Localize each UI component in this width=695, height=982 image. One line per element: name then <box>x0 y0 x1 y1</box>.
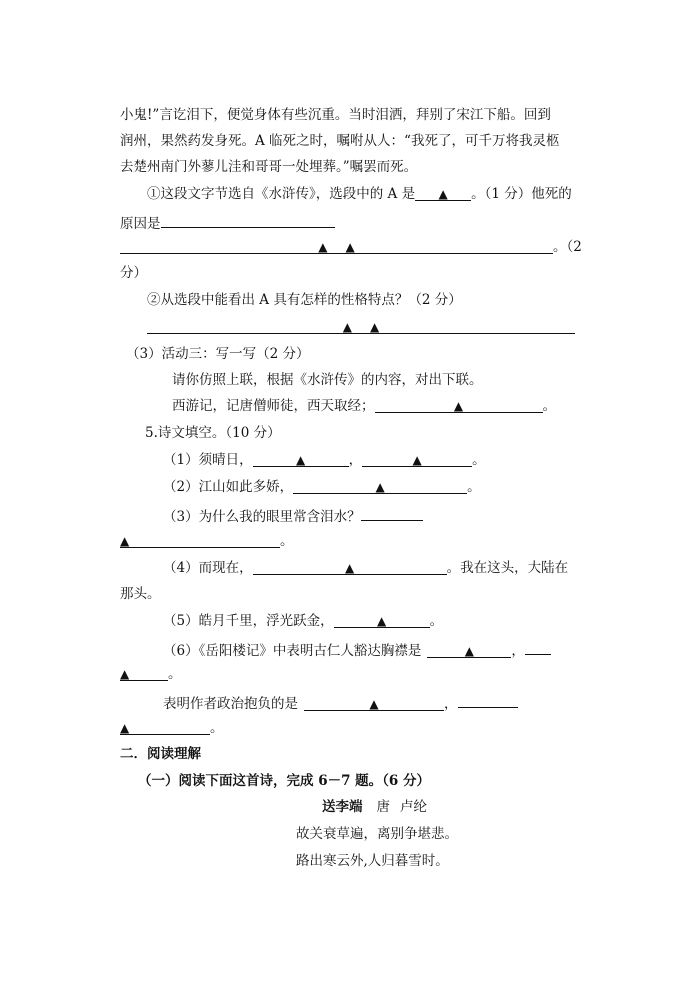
answer-blank[interactable] <box>334 612 430 628</box>
answer-blank[interactable] <box>120 719 210 735</box>
question-5-item-6-line: ▲ 。 <box>120 666 182 682</box>
question-1-long-line: ▲ ▲ 。（2 <box>120 238 582 256</box>
question-5-item-5: （5）皓月千里，浮光跃金， ▲ 。 <box>163 613 444 629</box>
answer-blank[interactable] <box>362 451 472 467</box>
answer-blank[interactable] <box>147 318 575 334</box>
triangle-marker-icon: ▲ <box>344 561 355 575</box>
triangle-marker-icon: ▲ <box>120 667 130 681</box>
triangle-marker-icon: ▲ <box>370 320 380 334</box>
triangle-marker-icon: ▲ <box>295 453 306 467</box>
activity-3-title: （3）活动三：写一写（2 分） <box>126 346 310 362</box>
triangle-marker-icon: ▲ <box>453 399 464 413</box>
triangle-marker-icon: ▲ <box>464 644 474 658</box>
question-1: ①这段文字节选自《水浒传》，选段中的 A 是 ▲ 。（1 分）他死的 <box>147 186 572 202</box>
section-2-subtitle: （一）阅读下面这首诗，完成 6－7 题。（6 分） <box>138 773 431 789</box>
question-5-item-4-end: 那头。 <box>120 586 161 602</box>
question-5-item-1: （1）须晴日， ▲ ， ▲ 。 <box>163 452 486 468</box>
passage-line-3: 去楚州南门外蓼儿洼和哥哥一处埋葬。”嘱罢而死。 <box>120 159 418 175</box>
answer-blank[interactable] <box>253 451 349 467</box>
triangle-marker-icon: ▲ <box>120 721 130 735</box>
answer-blank[interactable] <box>120 665 168 681</box>
poem-heading <box>322 798 427 816</box>
answer-blank[interactable] <box>361 505 423 521</box>
triangle-marker-icon: ▲ <box>438 187 448 201</box>
question-5-title: 5.诗文填空。（10 分） <box>145 425 281 441</box>
triangle-marker-icon: ▲ <box>318 240 328 254</box>
answer-blank[interactable] <box>120 238 553 254</box>
question-5-item-6: （6）《岳阳楼记》中表明古仁人豁达胸襟是 ▲ ， <box>163 639 551 660</box>
poem-line-2: 路出寒云外,人归暮雪时。 <box>296 853 449 869</box>
question-5-item-6b: 表明作者政治抱负的是 ▲ ， <box>163 692 518 713</box>
answer-blank[interactable] <box>304 695 444 711</box>
passage-line-2: 润州，果然药发身死。A 临死之时，嘱咐从人：“我死了，可千万将我灵柩 <box>120 133 560 149</box>
question-5-item-4: （4）而现在， ▲ 。我在这头，大陆在 <box>163 560 569 576</box>
answer-blank[interactable] <box>458 692 518 708</box>
question-1-reason: 原因是 <box>120 212 335 233</box>
answer-blank[interactable] <box>427 642 511 658</box>
activity-3-instruction: 请你仿照上联，根据《水浒传》的内容，对出下联。 <box>172 372 483 388</box>
passage-line-1: 小鬼!”言讫泪下，便觉身体有些沉重。当时泪洒，拜别了宋江下船。回到 <box>120 107 551 123</box>
poem-line-1: 故关衰草遍，离别争堪悲。 <box>296 826 458 842</box>
poem-dynasty: 唐 <box>376 799 390 815</box>
question-1-score: 分） <box>120 265 147 281</box>
answer-blank[interactable] <box>253 559 447 575</box>
triangle-marker-icon: ▲ <box>369 697 379 711</box>
answer-blank[interactable] <box>415 185 471 201</box>
poem-author: 卢纶 <box>400 799 427 815</box>
triangle-marker-icon: ▲ <box>345 240 355 254</box>
question-5-item-6b-line: ▲ 。 <box>120 720 224 736</box>
question-5-item-2: （2）江山如此多娇， ▲ 。 <box>163 479 481 495</box>
triangle-marker-icon: ▲ <box>375 480 385 494</box>
poem-title: 送李端 <box>322 799 363 815</box>
triangle-marker-icon: ▲ <box>412 453 422 467</box>
triangle-marker-icon: ▲ <box>120 534 130 548</box>
activity-3-couplet: 西游记，记唐僧师徒，西天取经； ▲ 。 <box>172 398 556 414</box>
question-2: ②从选段中能看出 A 具有怎样的性格特点？（2 分） <box>147 292 462 308</box>
question-5-item-3-line: ▲ 。 <box>120 533 294 549</box>
question-5-item-3: （3）为什么我的眼里常含泪水？ <box>163 505 423 526</box>
triangle-marker-icon: ▲ <box>376 614 387 628</box>
triangle-marker-icon: ▲ <box>342 320 352 334</box>
answer-blank[interactable] <box>525 639 551 655</box>
answer-blank[interactable] <box>293 478 467 494</box>
answer-blank[interactable] <box>120 532 280 548</box>
answer-blank[interactable] <box>375 397 543 413</box>
question-2-answer-line <box>147 318 575 336</box>
section-2-title: 二．阅读理解 <box>120 746 201 762</box>
answer-blank[interactable] <box>161 212 335 228</box>
